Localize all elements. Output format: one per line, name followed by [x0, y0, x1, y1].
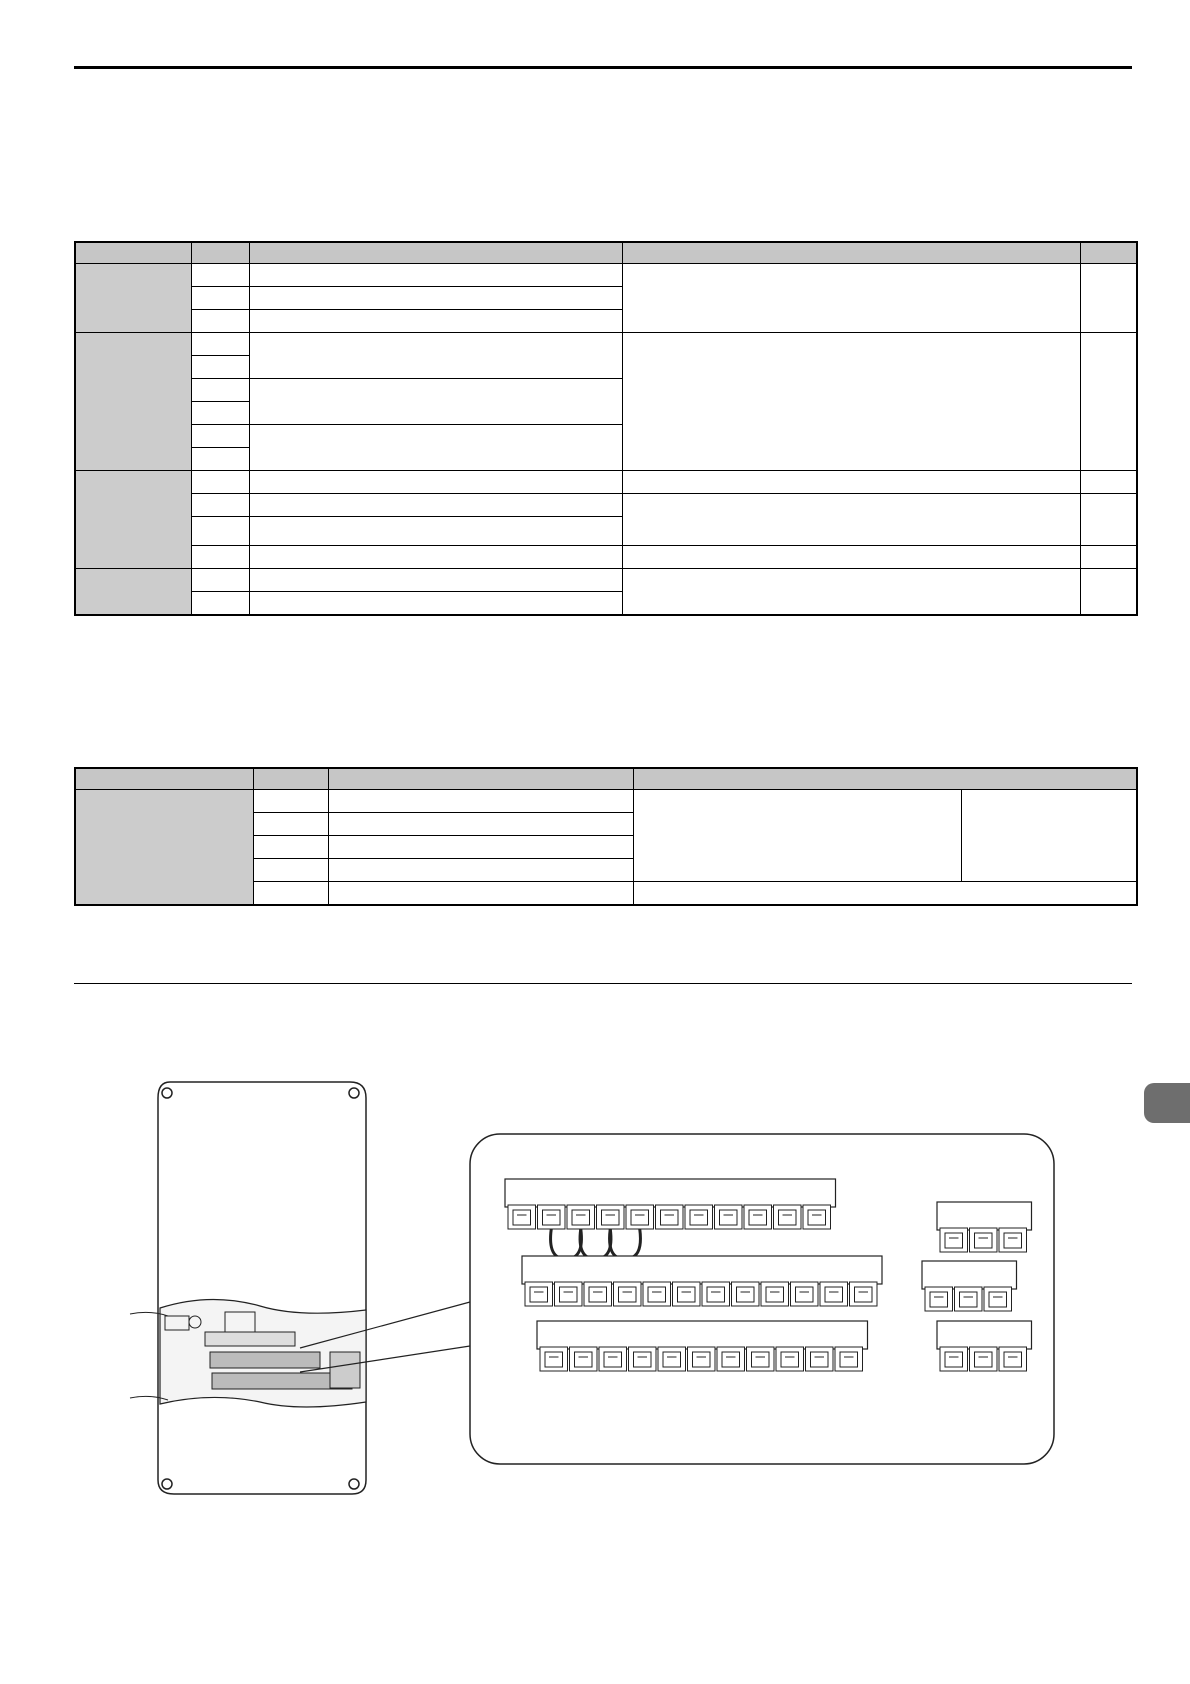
cell — [191, 264, 249, 287]
terminal-screw — [626, 1205, 654, 1229]
terminal-strip — [937, 1321, 1032, 1371]
cell — [1080, 333, 1137, 471]
terminal-strip — [505, 1179, 836, 1259]
terminal-screw — [732, 1282, 760, 1306]
header-cell — [191, 242, 249, 264]
terminal-screw — [940, 1228, 968, 1252]
drive-outline — [158, 1082, 366, 1494]
cell — [1080, 494, 1137, 546]
table-row — [75, 546, 1137, 569]
cell — [1080, 264, 1137, 333]
jumper-wire — [610, 1229, 641, 1259]
terminal-screw — [629, 1347, 657, 1371]
terminal-screw — [984, 1287, 1012, 1311]
terminal-screw — [791, 1282, 819, 1306]
group-cell — [75, 333, 191, 471]
terminal-screw — [999, 1228, 1027, 1252]
cell — [249, 471, 622, 494]
group-cell — [75, 790, 253, 906]
terminal-screw — [702, 1282, 730, 1306]
terminal-screw — [567, 1205, 595, 1229]
table-row — [75, 569, 1137, 592]
terminal-screw — [538, 1205, 566, 1229]
cell — [253, 859, 328, 882]
terminal-screw — [508, 1205, 536, 1229]
header-cell — [75, 242, 191, 264]
cell — [191, 310, 249, 333]
cell — [249, 310, 622, 333]
terminal-screw — [570, 1347, 598, 1371]
terminal-screw — [685, 1205, 713, 1229]
cell — [191, 287, 249, 310]
cell — [253, 836, 328, 859]
terminal-screw — [614, 1282, 642, 1306]
cell — [191, 569, 249, 592]
cell — [961, 790, 1137, 882]
terminal-strip — [522, 1256, 882, 1306]
terminal-screw — [940, 1347, 968, 1371]
cell — [249, 333, 622, 379]
cell — [328, 836, 633, 859]
terminal-screw — [747, 1347, 775, 1371]
cell — [622, 546, 1080, 569]
terminal-screw — [599, 1347, 627, 1371]
cell — [191, 333, 249, 356]
jumper-wire — [551, 1229, 582, 1259]
cell — [622, 264, 1080, 333]
cell — [633, 882, 1137, 906]
terminal-strip — [922, 1261, 1017, 1311]
cell — [249, 494, 622, 517]
terminal-screw — [776, 1347, 804, 1371]
header-cell — [328, 768, 633, 790]
cell — [1080, 546, 1137, 569]
cell — [249, 569, 622, 592]
terminal-screw — [717, 1347, 745, 1371]
terminal-screw — [820, 1282, 848, 1306]
terminal-board-figure — [0, 1060, 1190, 1510]
table-header-row — [75, 242, 1137, 264]
cell — [249, 425, 622, 471]
terminal-screw — [643, 1282, 671, 1306]
terminal-screw — [525, 1282, 553, 1306]
group-cell — [75, 569, 191, 616]
drive-control-board — [130, 1299, 366, 1407]
terminal-screw — [597, 1205, 625, 1229]
table-row — [75, 494, 1137, 517]
cell — [249, 517, 622, 546]
header-cell — [75, 768, 253, 790]
terminal-screw — [658, 1347, 686, 1371]
section-rule — [74, 983, 1132, 984]
group-cell — [75, 264, 191, 333]
terminal-screw — [970, 1347, 998, 1371]
cell — [249, 264, 622, 287]
terminal-screw — [850, 1282, 878, 1306]
cell — [249, 379, 622, 425]
cell — [633, 790, 961, 882]
cell — [249, 546, 622, 569]
terminal-screw — [584, 1282, 612, 1306]
cell — [191, 356, 249, 379]
cell — [622, 494, 1080, 546]
terminal-screw — [803, 1205, 831, 1229]
cell — [253, 882, 328, 906]
cell — [328, 813, 633, 836]
terminal-screw — [688, 1347, 716, 1371]
cell — [253, 790, 328, 813]
table-row — [75, 264, 1137, 287]
terminal-screw — [540, 1347, 568, 1371]
group-cell — [75, 471, 191, 569]
cell — [328, 882, 633, 906]
terminal-screw — [673, 1282, 701, 1306]
terminal-table-2 — [74, 767, 1138, 906]
jumper-wire — [580, 1229, 611, 1259]
terminal-screw — [774, 1205, 802, 1229]
table-header-row — [75, 768, 1137, 790]
table-row — [75, 471, 1137, 494]
cell — [622, 569, 1080, 616]
terminal-strip — [937, 1202, 1032, 1252]
cell — [1080, 471, 1137, 494]
header-cell — [1080, 242, 1137, 264]
cell — [191, 517, 249, 546]
terminal-screw — [999, 1347, 1027, 1371]
terminal-strips — [505, 1179, 1032, 1371]
table-row — [75, 333, 1137, 356]
terminal-table-1 — [74, 241, 1138, 616]
header-cell — [633, 768, 1137, 790]
terminal-strip — [537, 1321, 868, 1371]
cell — [328, 859, 633, 882]
cell — [253, 813, 328, 836]
cell — [191, 471, 249, 494]
terminal-screw — [656, 1205, 684, 1229]
terminal-screw — [761, 1282, 789, 1306]
cell — [191, 546, 249, 569]
terminal-screw — [555, 1282, 583, 1306]
cell — [622, 471, 1080, 494]
cell — [328, 790, 633, 813]
cell — [191, 425, 249, 448]
terminal-screw — [835, 1347, 863, 1371]
terminal-screw — [955, 1287, 983, 1311]
cell — [191, 379, 249, 402]
cell — [191, 494, 249, 517]
terminal-screw — [744, 1205, 772, 1229]
header-cell — [622, 242, 1080, 264]
header-rule — [74, 66, 1132, 69]
cell — [249, 287, 622, 310]
header-cell — [253, 768, 328, 790]
cell — [249, 592, 622, 616]
cell — [191, 402, 249, 425]
cell — [191, 592, 249, 616]
terminal-screw — [806, 1347, 834, 1371]
table-row — [75, 790, 1137, 813]
terminal-screw — [925, 1287, 953, 1311]
cell — [191, 448, 249, 471]
terminal-screw — [970, 1228, 998, 1252]
header-cell — [249, 242, 622, 264]
terminal-screw — [715, 1205, 743, 1229]
cell — [1080, 569, 1137, 616]
cell — [622, 333, 1080, 471]
